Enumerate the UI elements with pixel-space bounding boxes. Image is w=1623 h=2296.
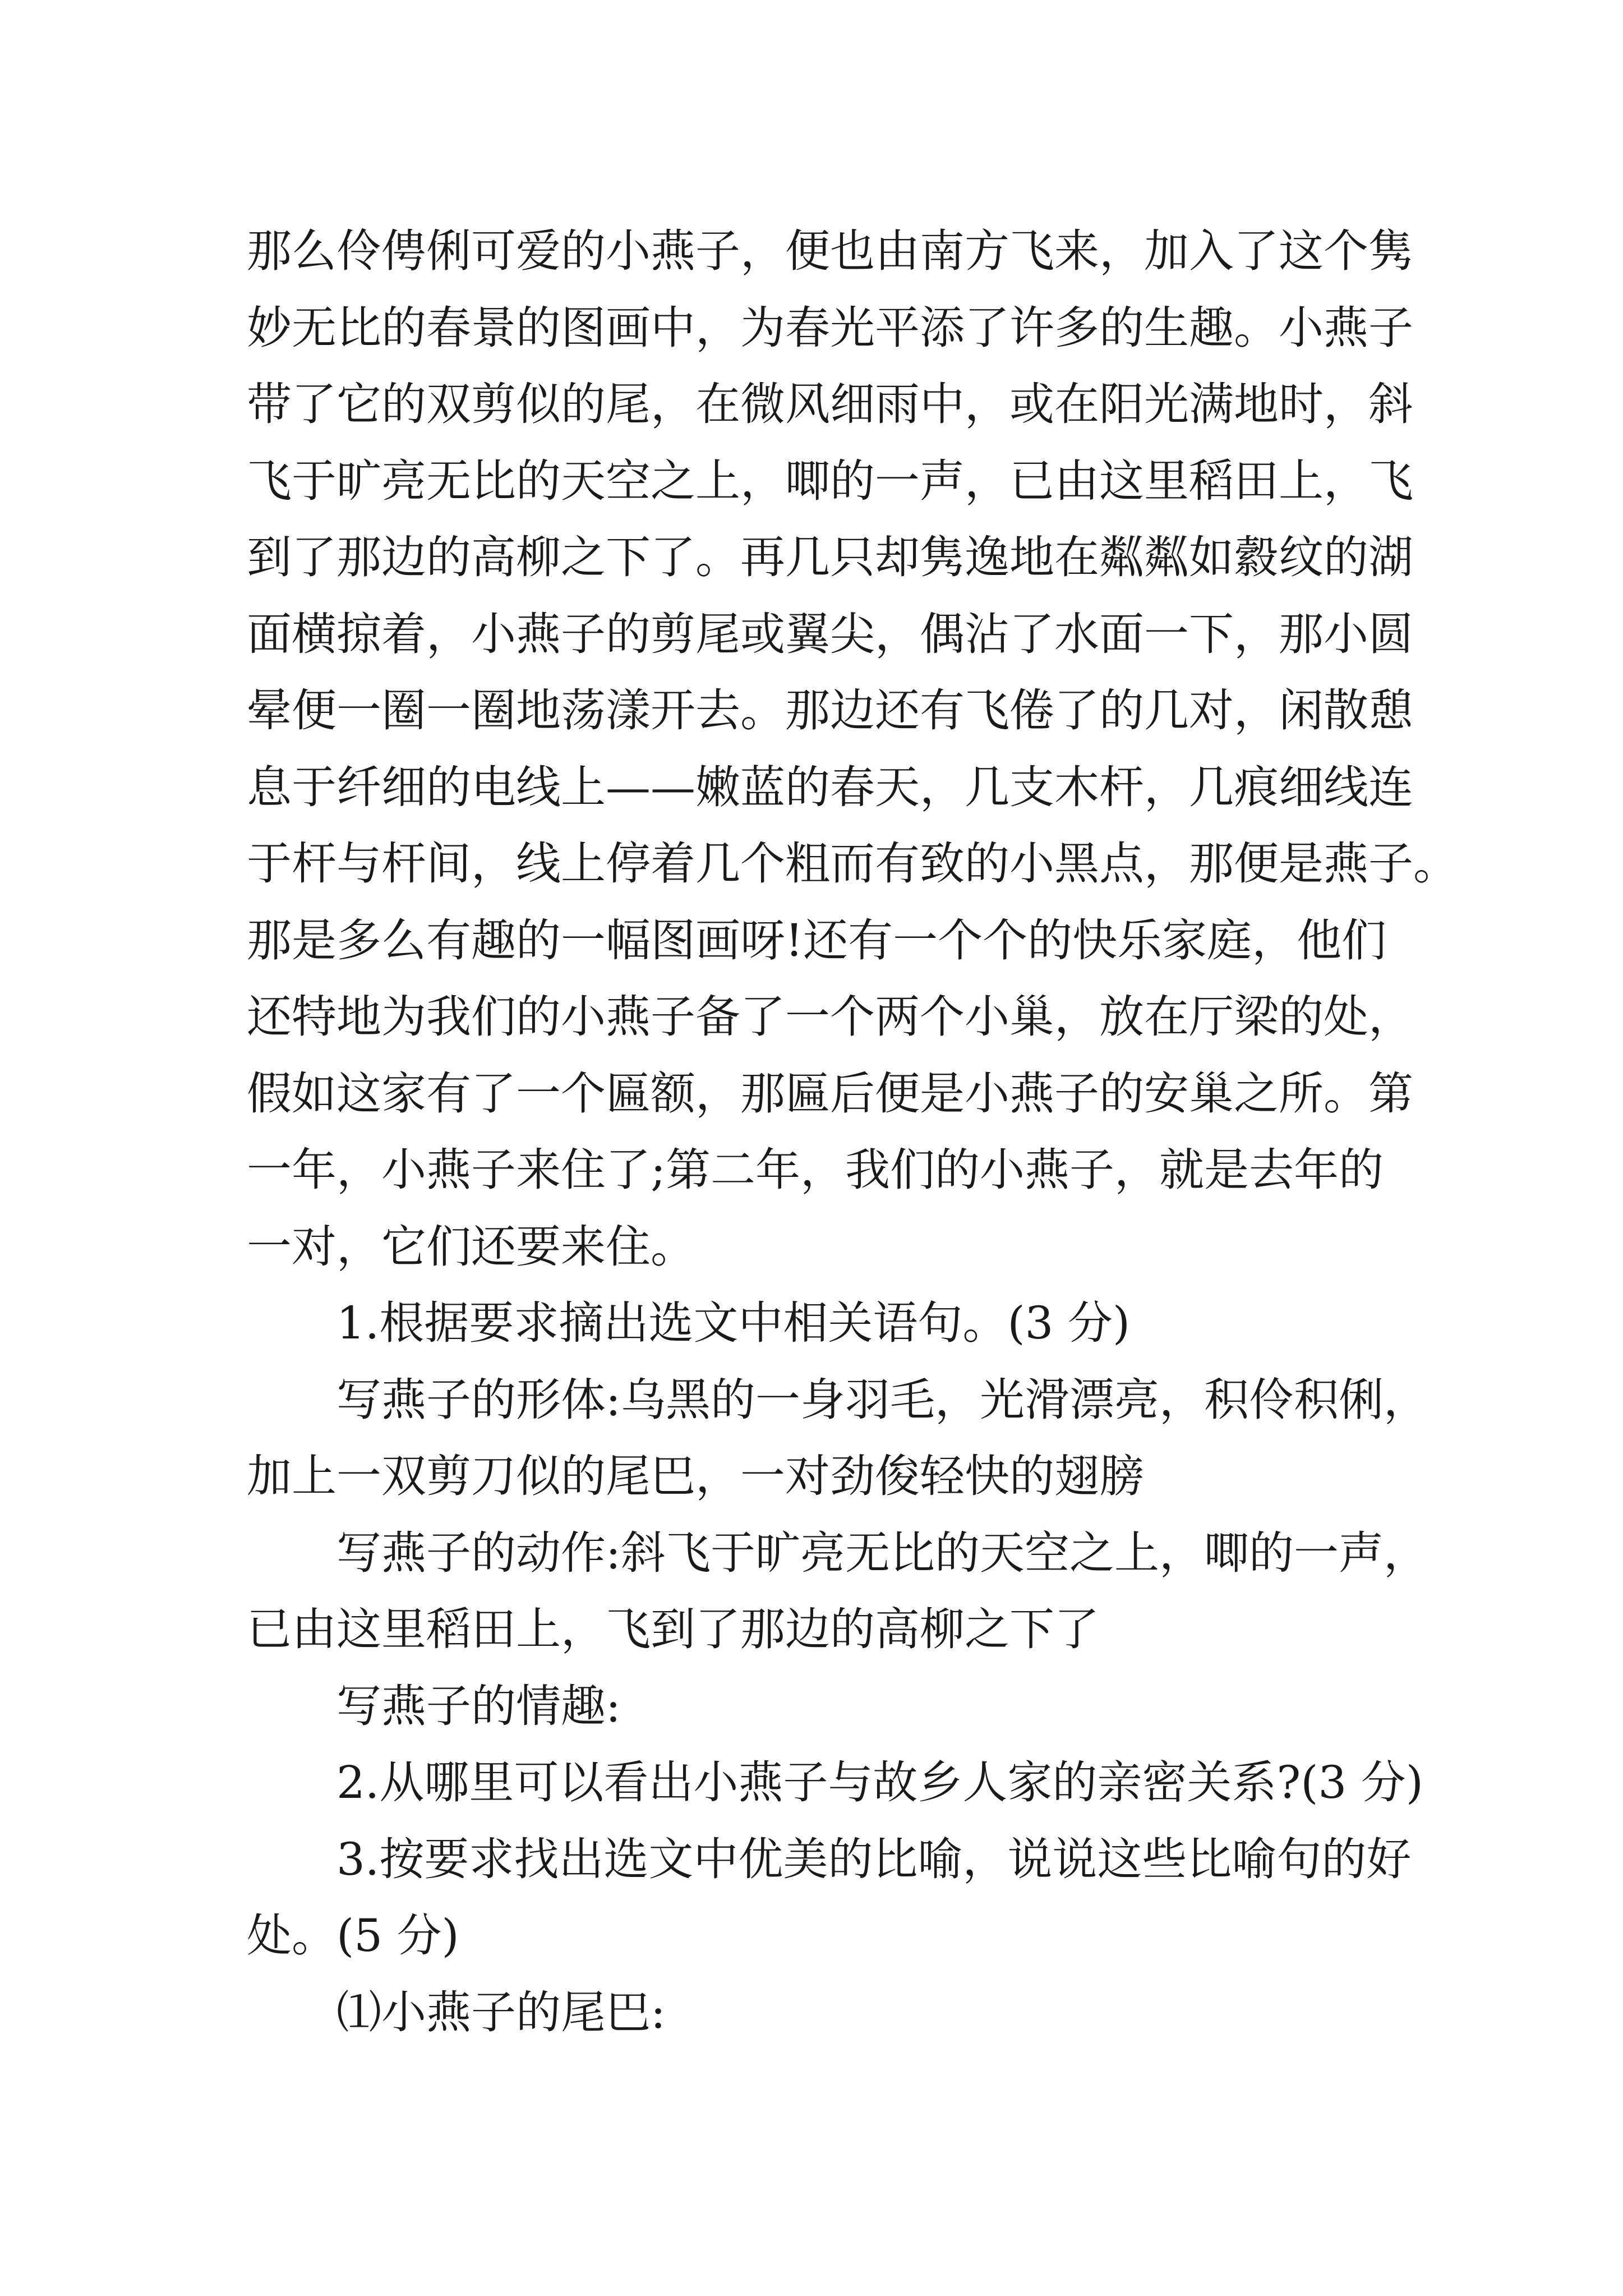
document-body xyxy=(247,213,1458,2051)
question-1-interest-prompt: 写燕子的情趣: xyxy=(336,1680,621,1732)
passage-line: 息于纤细的电线上——嫩蓝的春天，几支木杆，几痕细线连 xyxy=(247,761,1413,813)
question-1-action-answer: 写燕子的动作:斜飞于旷亮无比的天空之上，唧的一声， xyxy=(336,1526,1428,1579)
passage-line: 带了它的双剪似的尾，在微风细雨中，或在阳光满地时，斜 xyxy=(247,378,1413,430)
passage-line: 一年，小燕子来住了;第二年，我们的小燕子，就是去年的 xyxy=(247,1144,1384,1196)
passage-line: 飞于旷亮无比的天空之上，唧的一声，已由这里稻田上，飞 xyxy=(247,454,1413,507)
passage-line: 妙无比的春景的图画中，为春光平添了许多的生趣。小燕子 xyxy=(247,301,1413,354)
passage-line: 于杆与杆间，线上停着几个粗而有致的小黑点，那便是燕子。 xyxy=(247,838,1458,890)
passage-line: 到了那边的高柳之下了。再几只却隽逸地在粼粼如縠纹的湖 xyxy=(247,531,1413,583)
passage-line: 还特地为我们的小燕子备了一个两个小巢，放在厅梁的处， xyxy=(247,991,1413,1043)
question-3-sub-1: ⑴小燕子的尾巴: xyxy=(336,1986,666,2039)
question-2-title: 2.从哪里可以看出小燕子与故乡人家的亲密关系?(3 分) xyxy=(336,1756,1423,1809)
passage-line: 那是多么有趣的一幅图画呀!还有一个个的快乐家庭，他们 xyxy=(247,914,1387,967)
question-1-form-answer-cont: 加上一双剪刀似的尾巴，一对劲俊轻快的翅膀 xyxy=(247,1450,1144,1502)
passage-line: 晕便一圈一圈地荡漾开去。那边还有飞倦了的几对，闲散憩 xyxy=(247,684,1413,737)
passage-line: 一对，它们还要来住。 xyxy=(247,1220,695,1273)
passage-line: 面横掠着，小燕子的剪尾或翼尖，偶沾了水面一下，那小圆 xyxy=(247,608,1413,660)
passage-line: 假如这家有了一个匾额，那匾后便是小燕子的安巢之所。第 xyxy=(247,1067,1413,1120)
question-3-title: 3.按要求找出选文中优美的比喻，说说这些比喻句的好 xyxy=(336,1833,1412,1885)
question-3-title-cont: 处。(5 分) xyxy=(247,1910,459,1962)
question-1-form-answer: 写燕子的形体:乌黑的一身羽毛，光滑漂亮，积伶积俐， xyxy=(336,1373,1428,1426)
passage-line: 那么伶俜俐可爱的小燕子，便也由南方飞来，加入了这个隽 xyxy=(247,225,1413,277)
question-1-action-answer-cont: 已由这里稻田上，飞到了那边的高柳之下了 xyxy=(247,1603,1099,1655)
question-1-title: 1.根据要求摘出选文中相关语句。(3 分) xyxy=(336,1297,1131,1349)
